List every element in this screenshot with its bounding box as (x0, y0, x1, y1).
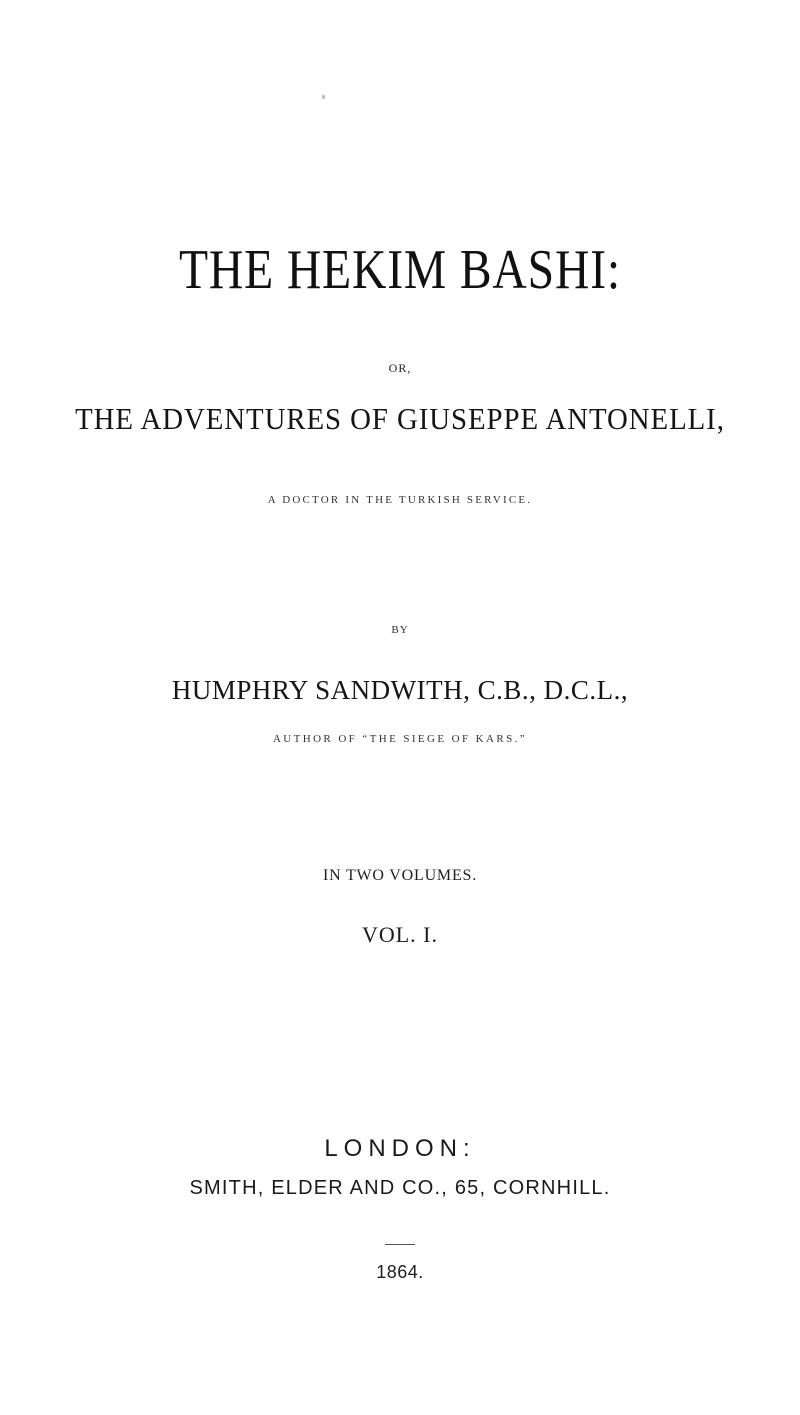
volume-number: VOL. I. (361, 922, 439, 947)
author-name: HUMPHRY SANDWITH, C.B., D.C.L., (171, 675, 629, 705)
publication-place: LONDON: (324, 1135, 476, 1162)
book-description: A DOCTOR IN THE TURKISH SERVICE. (267, 494, 533, 506)
book-title: THE HEKIM BASHI: (179, 239, 621, 301)
divider-rule (385, 1244, 415, 1245)
publisher-name: SMITH, ELDER AND CO., 65, CORNHILL. (189, 1177, 611, 1199)
publication-year: 1864. (376, 1262, 424, 1282)
paper-speck (322, 95, 325, 99)
author-credit: AUTHOR OF “THE SIEGE OF KARS.” (272, 733, 528, 745)
or-connector: OR, (388, 361, 412, 375)
book-subtitle: THE ADVENTURES OF GIUSEPPE ANTONELLI, (75, 401, 725, 436)
by-label: BY (391, 624, 409, 636)
volume-count: IN TWO VOLUMES. (322, 867, 478, 884)
